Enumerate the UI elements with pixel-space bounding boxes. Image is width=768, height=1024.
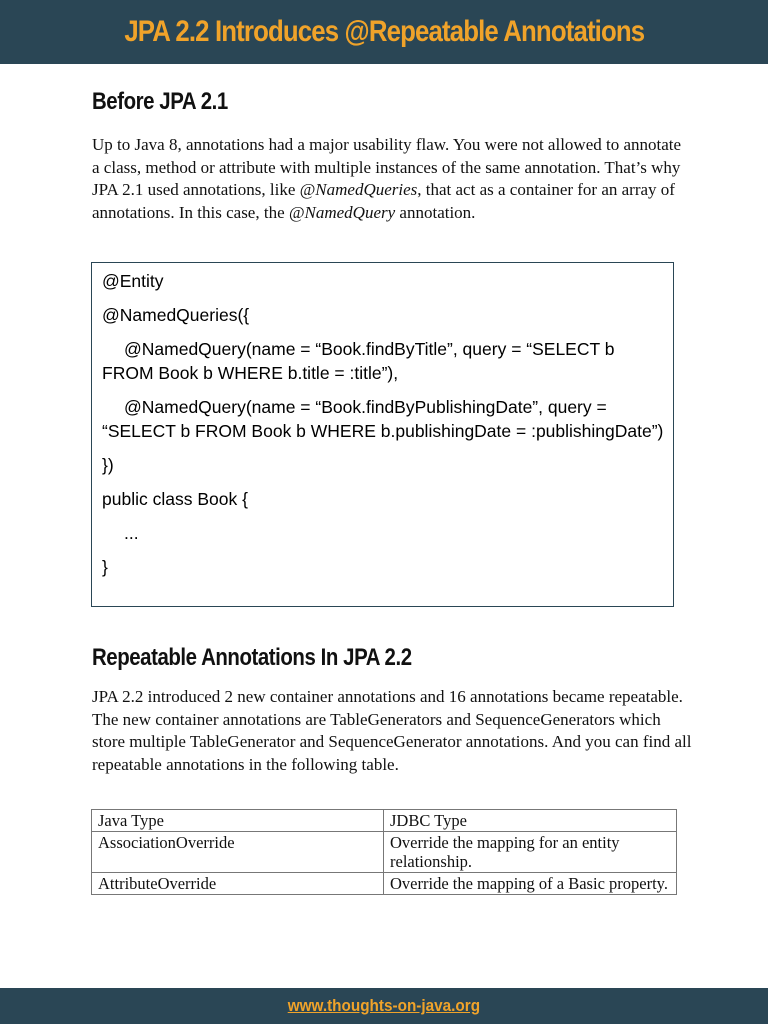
paragraph-text: Up to Java 8, annotations had a major usability flaw. You were not allowed to annotate a class, method or attribute with multiple instances of the same annotation. That’s why JPA 2.1 used annotations, like — [92, 135, 682, 199]
code-line: }) — [102, 455, 114, 475]
section-heading-before-jpa21: Before JPA 2.1 — [92, 88, 228, 115]
header-banner — [0, 0, 768, 64]
code-example-box — [91, 262, 674, 607]
footer-banner — [0, 988, 768, 1024]
intro-paragraph — [92, 134, 692, 224]
table-header-cell: JDBC Type — [384, 810, 677, 832]
repeatable-paragraph: JPA 2.2 introduced 2 new container annotations and 16 annotations became repeatable. The new container annotations are TableGenerators and SequenceGenerators which store multiple TableGenerator and SequenceGenerator annotations. And you can find all repeatable annotations in the following table. — [92, 687, 692, 774]
named-query-term: @NamedQuery — [288, 202, 396, 222]
table-cell: AttributeOverride — [92, 873, 384, 895]
code-line: @NamedQueries({ — [102, 305, 250, 325]
code-line: } — [102, 557, 108, 577]
repeatable-annotations-table — [91, 809, 677, 895]
table-header-row — [92, 810, 677, 832]
code-line: public class Book { — [102, 489, 248, 509]
named-queries-term: @NamedQueries — [299, 180, 418, 199]
code-line: @NamedQuery(name = “Book.findByTitle”, query = “SELECT b FROM Book b WHERE b.title = :title”), — [102, 339, 615, 383]
section-heading-repeatable: Repeatable Annotations In JPA 2.2 — [92, 644, 412, 671]
code-line: @NamedQuery(name = “Book.findByPublishingDate”, query = “SELECT b FROM Book b WHERE b.publishingDate = :publishingDate”) — [102, 397, 664, 441]
paragraph-text: , that act as a container for an array of annotations. In this case, the — [92, 180, 675, 222]
table-cell: Override the mapping for an entity relationship. — [384, 832, 677, 873]
page-title: JPA 2.2 Introduces @Repeatable Annotations — [124, 15, 644, 48]
table-row — [92, 873, 677, 895]
code-line: ... — [124, 523, 139, 543]
code-line: @Entity — [102, 271, 164, 291]
table-cell: Override the mapping of a Basic property. — [384, 873, 677, 895]
table-header-cell: Java Type — [92, 810, 384, 832]
paragraph-text: annotation. — [395, 202, 476, 222]
footer-website-link[interactable]: www.thoughts-on-java.org — [287, 996, 481, 1015]
table-cell: AssociationOverride — [92, 832, 384, 873]
table-row — [92, 832, 677, 873]
